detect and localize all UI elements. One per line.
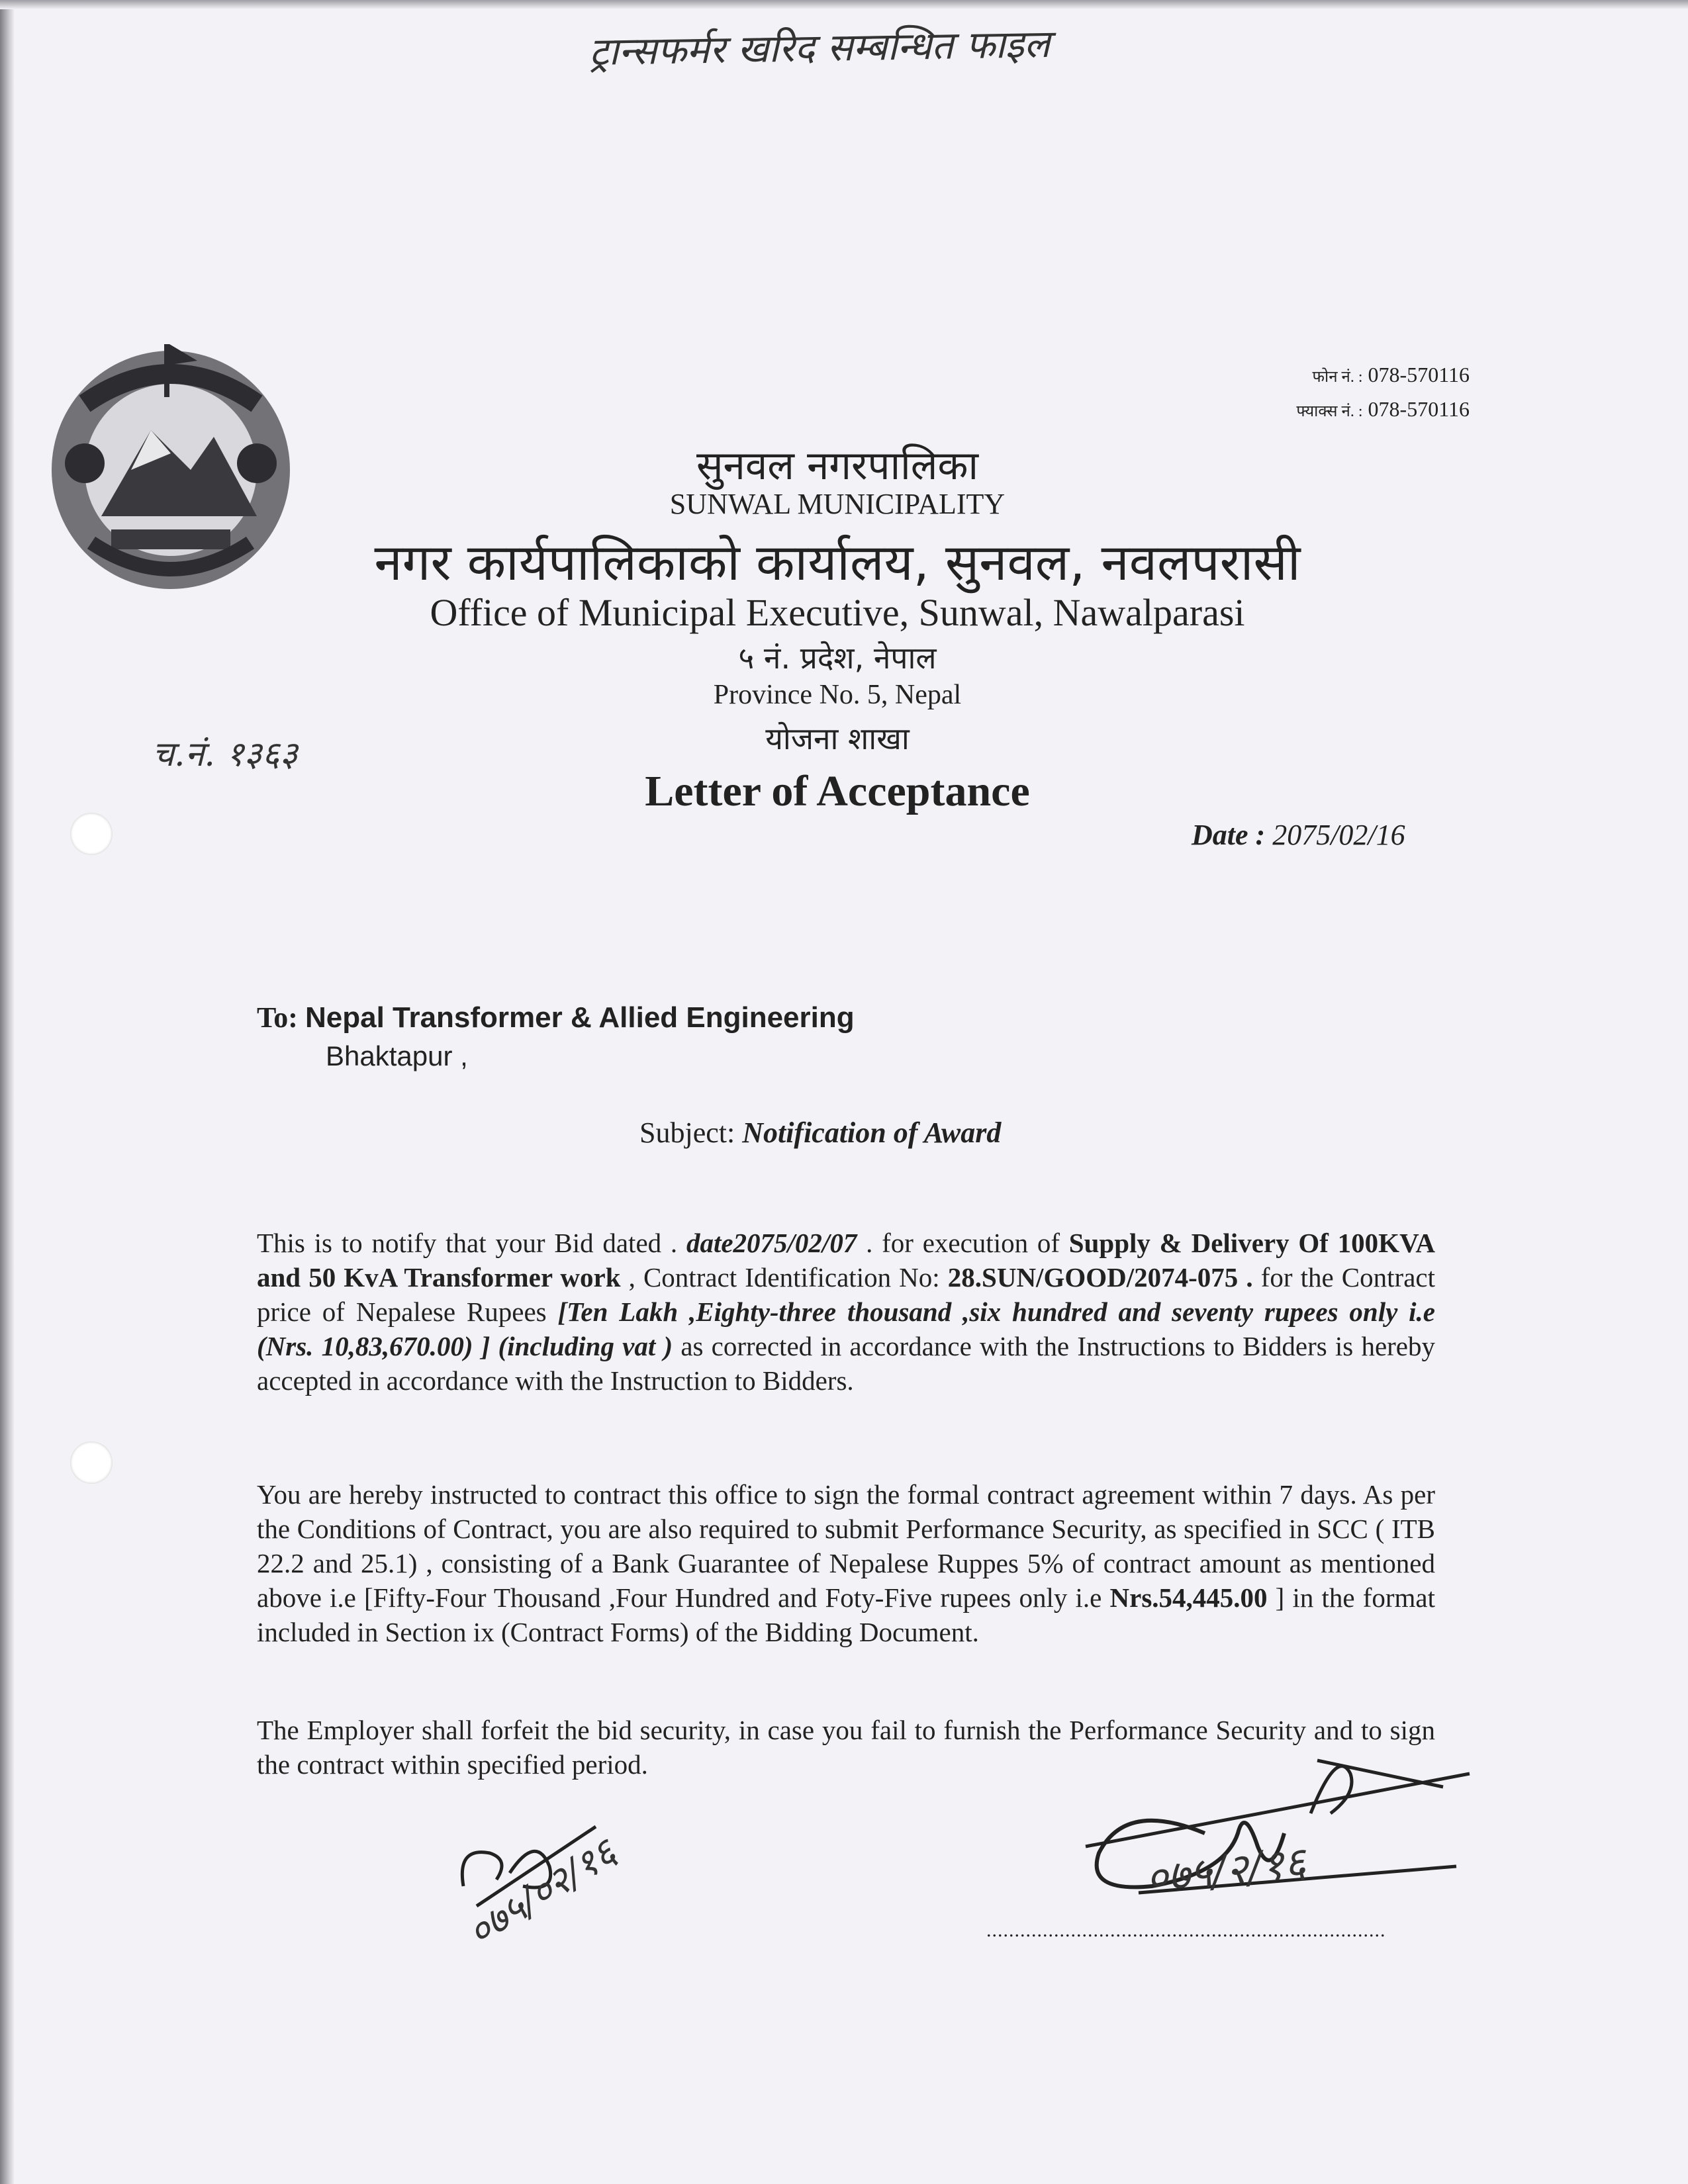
para2-text-2: ] in the format included in Section ix (Contract Forms) of the Bidding Document. xyxy=(257,1582,1436,1647)
phone-number: 078-570116 xyxy=(1368,363,1470,387)
fax-line xyxy=(1296,397,1470,422)
para1-text-1: This is to notify that your Bid dated . xyxy=(257,1228,686,1258)
fax-label: फ्याक्स नं. : xyxy=(1296,403,1363,420)
paragraph-instructions xyxy=(257,1477,1435,1649)
para1-text-5: as corrected in accordance with the Instructions to Bidders is hereby accepted in accordance with the Instruction to Bidders. xyxy=(257,1331,1436,1396)
province-en: Province No. 5, Nepal xyxy=(713,680,962,710)
letter-title: Letter of Acceptance xyxy=(645,767,1030,815)
office-name-np: नगर कार्यपालिकाको कार्यालय, सुनवल, नवलपरासी xyxy=(374,533,1301,592)
phone-label: फोन नं. : xyxy=(1312,369,1363,386)
province-np: ५ नं. प्रदेश, नेपाल xyxy=(738,640,937,676)
scan-top-edge xyxy=(0,0,1688,9)
scan-left-edge xyxy=(0,0,15,2184)
para1-text-4: for the Contract price of Nepalese Rupees xyxy=(257,1262,1435,1327)
work-description: Supply & Delivery Of 100KVA and 50 KvA Transformer work xyxy=(257,1228,1436,1293)
subject-text: Notification of Award xyxy=(742,1116,1002,1149)
subject-label: Subject: xyxy=(639,1116,735,1149)
handwritten-reg-number: च.नं. १३६३ xyxy=(152,735,298,774)
right-signature-date: ०७५/२/१६ xyxy=(1143,1838,1309,1904)
recipient-address: Bhaktapur , xyxy=(326,1040,468,1071)
section-name-np: योजना शाखा xyxy=(765,721,910,756)
to-label: To: xyxy=(257,1001,298,1034)
municipality-name-en: SUNWAL MUNICIPALITY xyxy=(669,488,1006,520)
punch-hole-bottom xyxy=(70,1441,113,1484)
bid-date: date2075/02/07 xyxy=(686,1228,857,1258)
performance-security-amount: Nrs.54,445.00 xyxy=(1109,1582,1268,1613)
phone-line xyxy=(1313,363,1470,387)
office-name-en: Office of Municipal Executive, Sunwal, Nawalparasi xyxy=(430,591,1245,634)
contract-price: [Ten Lakh ,Eighty-three thousand ,six hundred and seventy rupees only i.e (Nrs. 10,83,670.00) ] (including vat ) xyxy=(257,1297,1435,1361)
recipient-line xyxy=(257,1001,855,1034)
municipality-name-np: सुनवल नगरपालिका xyxy=(696,443,979,489)
punch-hole-top xyxy=(70,813,113,855)
date-value: 2075/02/16 xyxy=(1272,819,1405,851)
date-label: Date : xyxy=(1192,819,1266,851)
para1-text-2: . for execution of xyxy=(857,1228,1069,1258)
para2-text-1: You are hereby instructed to contract this office to sign the formal contract agreement within 7 days. As per the Conditions of Contract, you are also required to submit Performance Security, as specified in SCC ( ITB 22.2 and 25.1) , consisting of a Bank Guarantee of Nepalese Ruppes 5% of contract amount as mentioned above i.e [Fifty-Four Thousand ,Four Hundred and Foty-Five rupees only i.e xyxy=(257,1479,1435,1613)
paragraph-forfeit: The Employer shall forfeit the bid security, in case you fail to furnish the Performance Security and to sign the contract within specified period. xyxy=(257,1715,1435,1780)
fax-number: 078-570116 xyxy=(1368,397,1470,421)
signature-line: ....................................................................... xyxy=(986,1919,1386,1941)
para1-text-3: , Contract Identification No: xyxy=(620,1262,948,1293)
left-signature-date: ०७५/०२/१६ xyxy=(459,1829,624,1956)
recipient-name: Nepal Transformer & Allied Engineering xyxy=(305,1001,855,1034)
handwritten-top-note: ट्रान्सफर्मर खरिद सम्बन्धित फाइल xyxy=(588,21,1051,75)
subject-line xyxy=(639,1116,1001,1150)
paragraph-award xyxy=(257,1226,1435,1398)
contract-id: 28.SUN/GOOD/2074-075 . xyxy=(947,1262,1253,1293)
letter-date xyxy=(1192,818,1405,852)
right-signature xyxy=(1072,1734,1483,1933)
